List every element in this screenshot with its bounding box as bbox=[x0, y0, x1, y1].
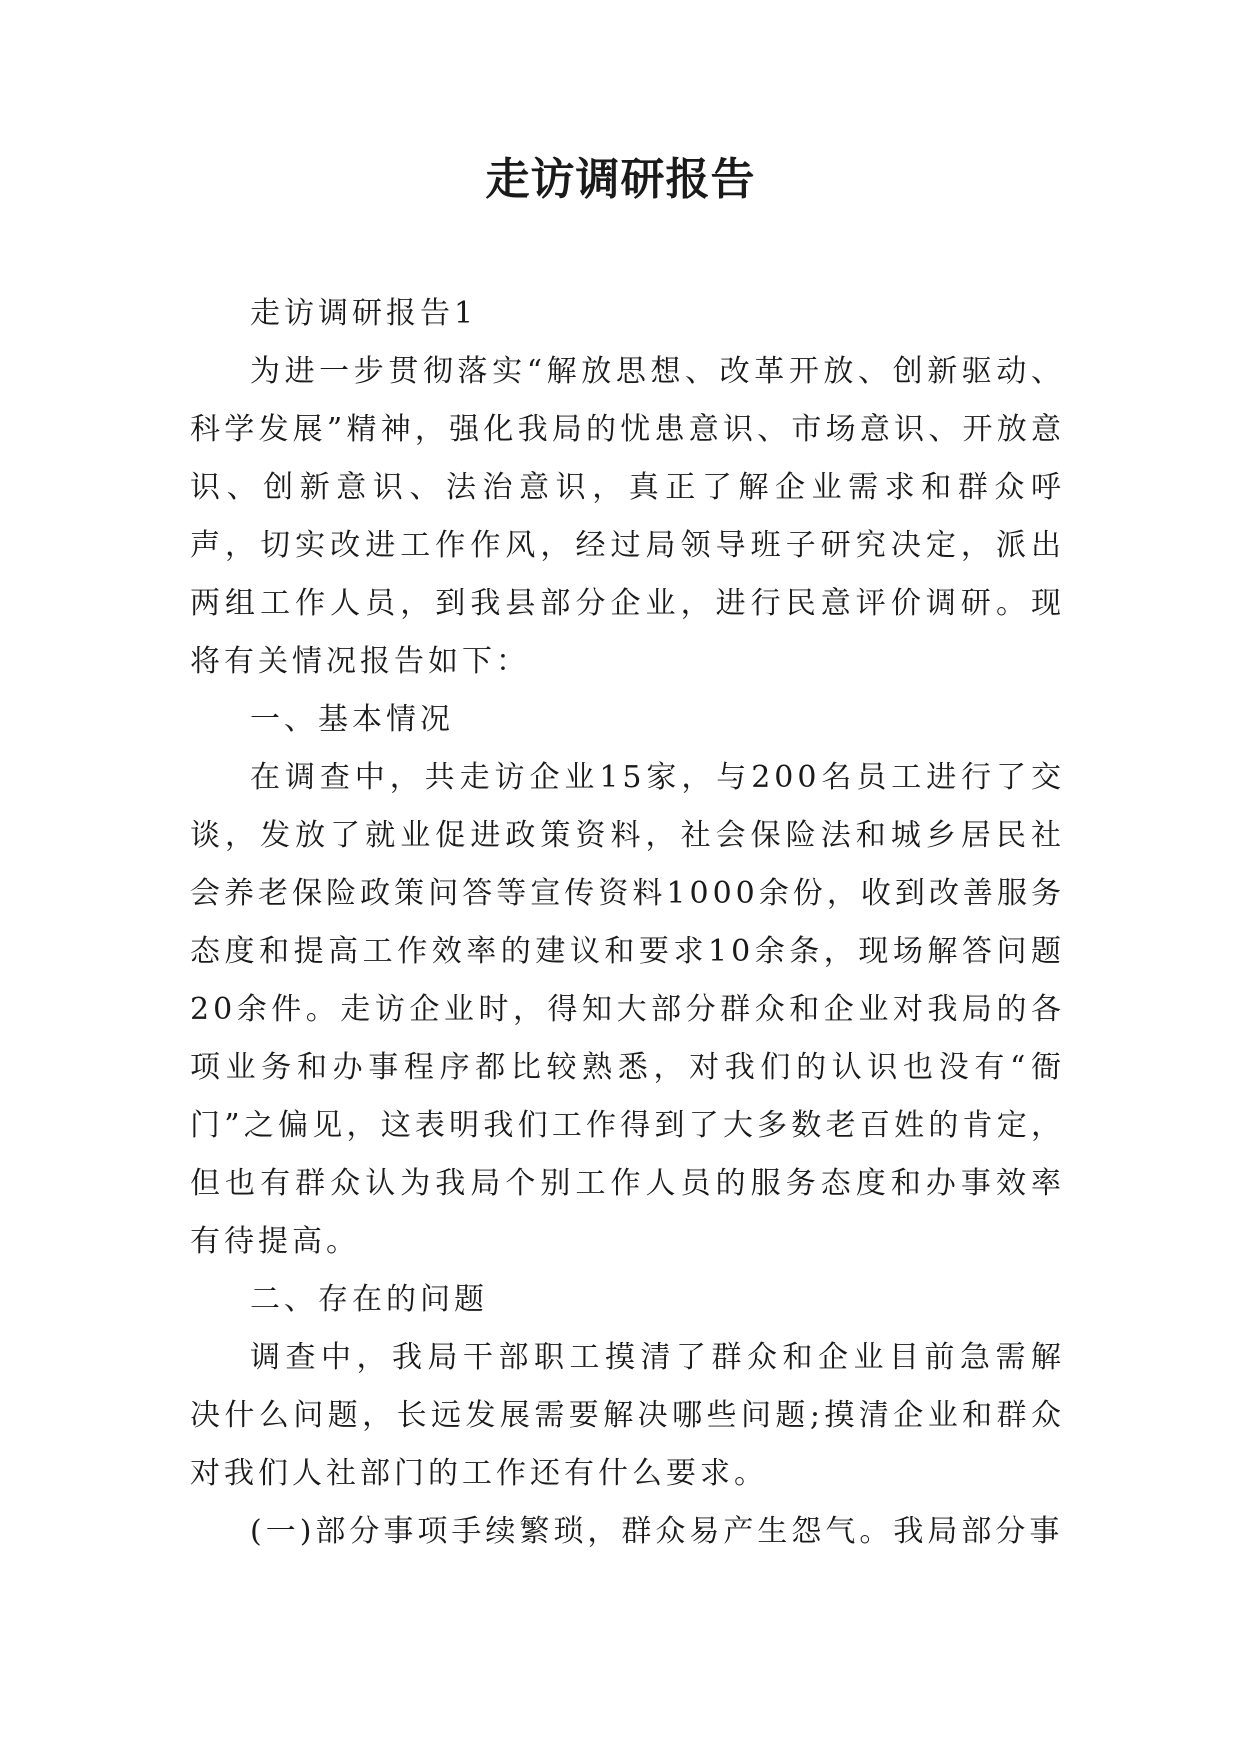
paragraph-problems: 调查中，我局干部职工摸清了群众和企业目前急需解决什么问题，长远发展需要解决哪些问题;摸清企业和群众对我们人社部门的工作还有什么要求。 bbox=[190, 1340, 1065, 1491]
paragraph-subtitle: 走访调研报告1 bbox=[250, 296, 478, 331]
paragraph-problem-1: (一)部分事项手续繁琐，群众易产生怨气。我局部分事 bbox=[250, 1514, 1064, 1549]
paragraph-intro: 为进一步贯彻落实“解放思想、改革开放、创新驱动、科学发展”精神，强化我局的忧患意识、市场意识、开放意识、创新意识、法治意识，真正了解企业需求和群众呼声，切实改进工作作风，经过局领导班子研究决定，派出两组工作人员，到我县部分企业，进行民意评价调研。现将有关情况报告如下： bbox=[190, 354, 1065, 679]
document-body bbox=[190, 285, 1065, 1561]
document-title: 走访调研报告 bbox=[485, 154, 756, 205]
section-heading-basic-situation: 一、基本情况 bbox=[250, 702, 454, 737]
section-heading-problems: 二、存在的问题 bbox=[250, 1282, 488, 1317]
paragraph-basic-situation: 在调查中，共走访企业15家，与200名员工进行了交谈，发放了就业促进政策资料，社会保险法和城乡居民社会养老保险政策问答等宣传资料1000余份，收到改善服务态度和提高工作效率的建议和要求10余条，现场解答问题20余件。走访企业时，得知大部分群众和企业对我局的各项业务和办事程序都比较熟悉，对我们的认识也没有“衙门”之偏见，这表明我们工作得到了大多数老百姓的肯定，但也有群众认为我局个别工作人员的服务态度和办事效率有待提高。 bbox=[190, 760, 1065, 1259]
